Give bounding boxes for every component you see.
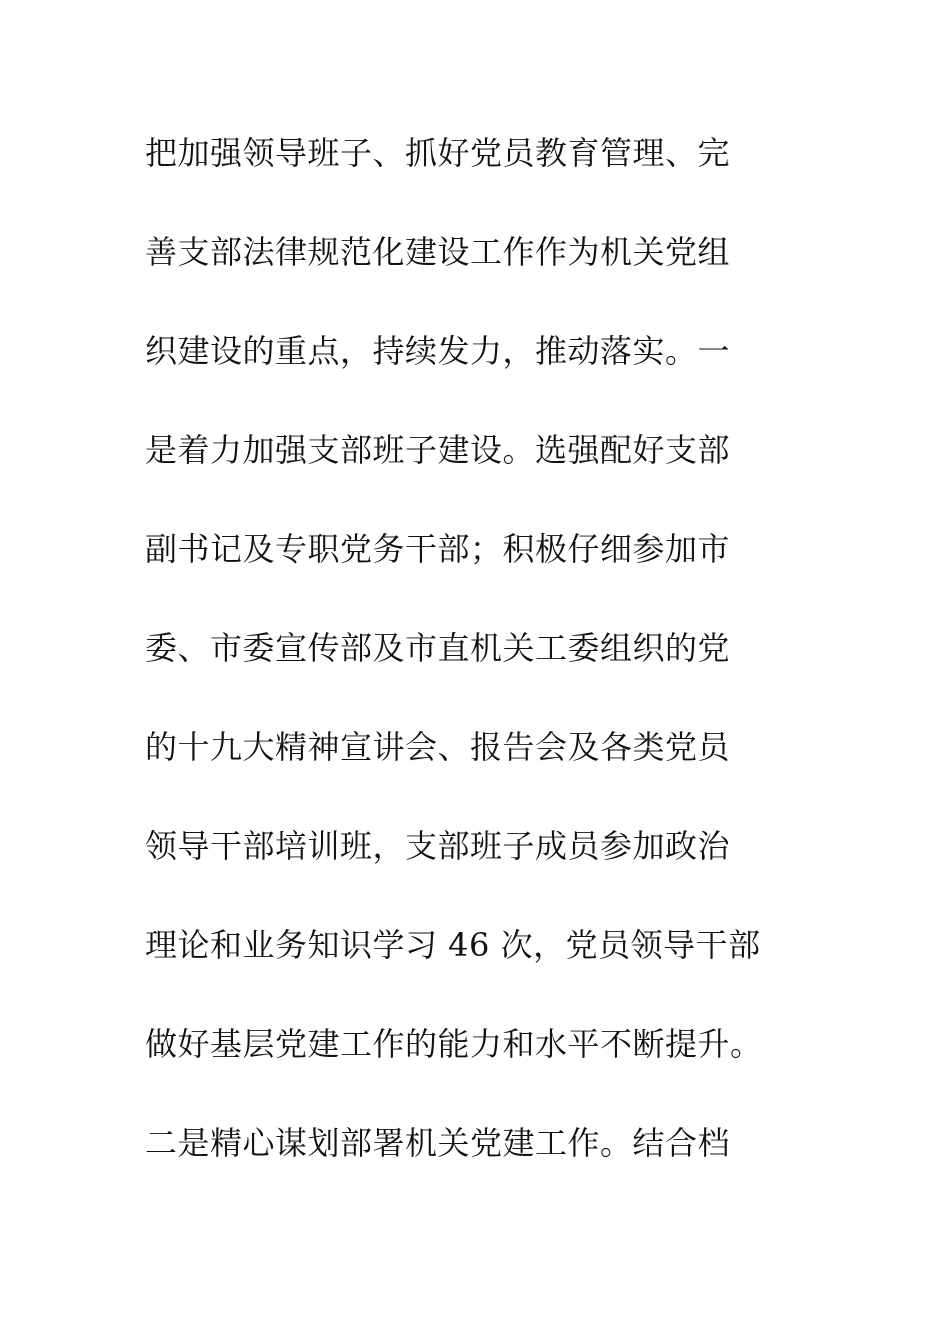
body-paragraph — [145, 128, 825, 1217]
text-line: 善支部法律规范化建设工作作为机关党组 — [145, 233, 731, 271]
text-line: 理论和业务知识学习 46 次，党员领导干部 — [145, 926, 761, 964]
text-line: 二是精心谋划部署机关党建工作。结合档 — [145, 1124, 731, 1162]
text-line: 的十九大精神宣讲会、报告会及各类党员 — [145, 728, 731, 766]
text-line: 副书记及专职党务干部；积极仔细参加市 — [145, 530, 731, 568]
text-line: 织建设的重点，持续发力，推动落实。一 — [145, 332, 731, 370]
text-line: 委、市委宣传部及市直机关工委组织的党 — [145, 629, 731, 667]
text-line: 做好基层党建工作的能力和水平不断提升。 — [145, 1025, 763, 1063]
text-line: 把加强领导班子、抓好党员教育管理、完 — [145, 134, 731, 172]
text-line: 是着力加强支部班子建设。选强配好支部 — [145, 431, 731, 469]
text-line: 领导干部培训班，支部班子成员参加政治 — [145, 827, 731, 865]
